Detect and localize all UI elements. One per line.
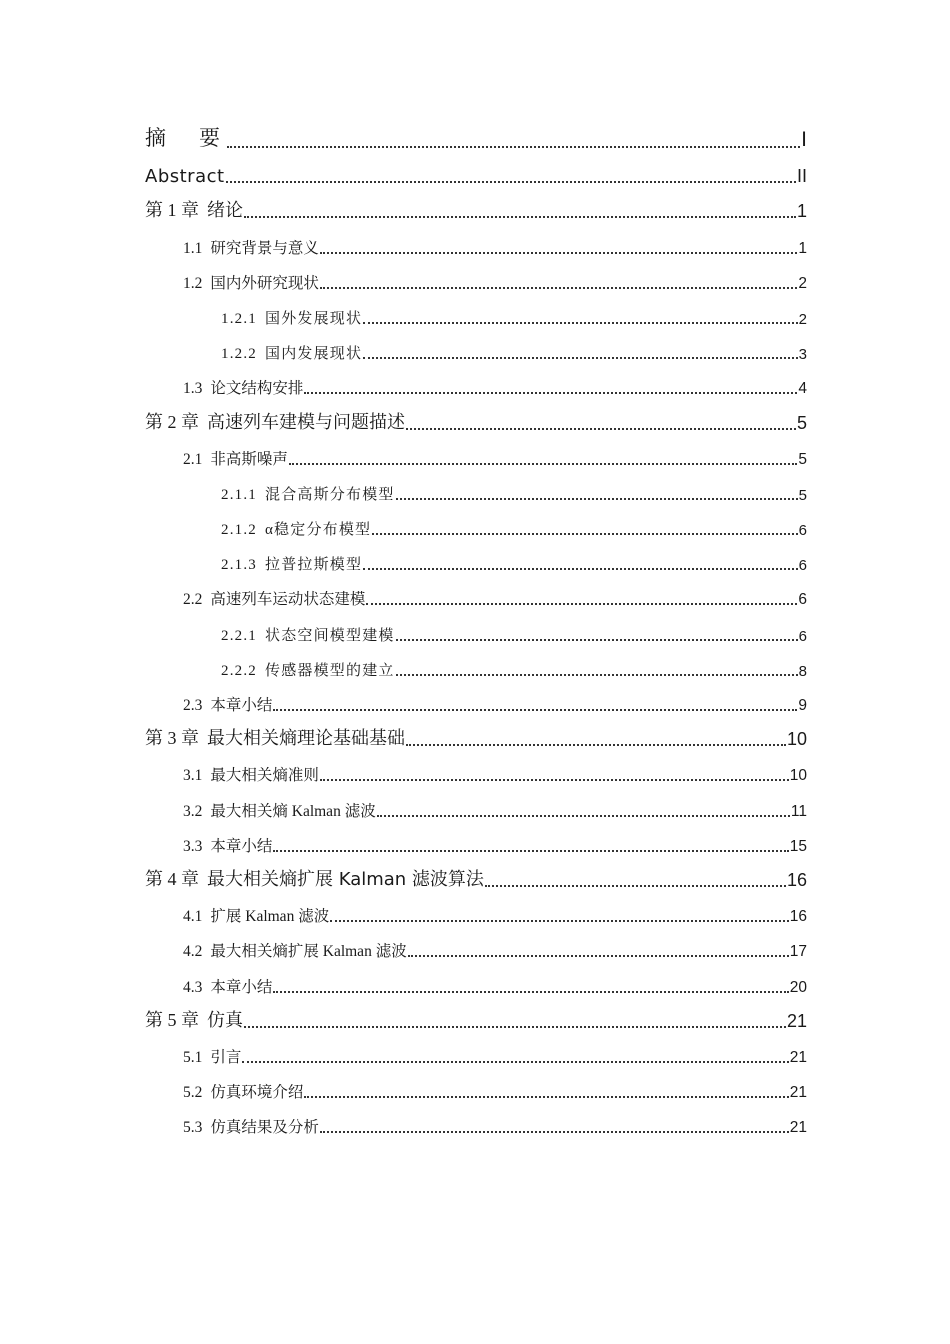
toc-entry-title (183, 799, 376, 821)
dot-leader (227, 146, 800, 148)
toc-entry-number: 第 5 章 (145, 1009, 199, 1030)
toc-page-number: 2 (798, 310, 807, 328)
dot-leader (408, 955, 789, 957)
toc-entry[interactable] (145, 293, 807, 328)
toc-entry[interactable] (145, 715, 807, 750)
toc-page-number: 9 (798, 697, 807, 714)
toc-entry-title (145, 724, 405, 750)
toc-page-number: 17 (789, 943, 807, 961)
toc-entry-number: 第 3 章 (145, 728, 199, 749)
toc-entry-title (183, 1080, 303, 1102)
toc-page-number: 1 (798, 239, 807, 257)
toc-entry-number: 3.1 (183, 767, 203, 785)
toc-entry-number: 第 2 章 (145, 411, 199, 432)
toc-entry[interactable] (145, 821, 807, 856)
toc-entry-label: 最大相关熵 Kalman 滤波 (210, 802, 376, 820)
dot-leader (242, 1061, 788, 1063)
dot-leader (273, 991, 788, 993)
toc-entry-title (183, 904, 329, 926)
dot-leader (372, 533, 797, 535)
toc-entry-title (183, 1115, 319, 1137)
toc-entry-label: 本章小结 (210, 978, 273, 996)
dot-leader (304, 392, 797, 394)
toc-entry-title (221, 307, 362, 328)
toc-page-number: 21 (789, 1119, 807, 1137)
toc-entry-number: 3.2 (183, 802, 203, 820)
dot-leader (320, 252, 797, 254)
toc-entry-title (221, 518, 371, 539)
toc-entry-number: 2.2.1 (221, 627, 257, 644)
dot-leader (485, 885, 786, 887)
toc-entry-title (183, 236, 319, 258)
toc-entry[interactable] (145, 645, 807, 680)
toc-entry[interactable] (145, 363, 807, 398)
dot-leader (244, 216, 796, 218)
toc-entry[interactable] (145, 222, 807, 257)
toc-entry[interactable] (145, 891, 807, 926)
toc-entry-number: 5.2 (183, 1084, 203, 1102)
dot-leader (330, 920, 789, 922)
toc-entry-title (183, 834, 272, 856)
dot-leader (273, 850, 788, 852)
toc-entry-title (145, 408, 405, 434)
toc-entry-title (183, 587, 365, 609)
toc-entry-label: 绪论 (207, 200, 243, 222)
toc-page-number: 2 (798, 274, 807, 292)
toc-entry-title (145, 196, 243, 222)
dot-leader (320, 779, 789, 781)
toc-entry-title (145, 1006, 243, 1032)
toc-entry-number: 1.2.1 (221, 310, 257, 327)
dot-leader (304, 1096, 788, 1098)
toc-entry-number: 2.3 (183, 697, 203, 714)
toc-entry-label: 本章小结 (210, 837, 273, 855)
toc-page-number: 6 (798, 557, 807, 575)
toc-entry-label: α稳定分布模型 (265, 522, 372, 539)
toc-page-number: 4 (798, 380, 807, 398)
dot-leader (289, 463, 797, 465)
toc-entry-number: 第 1 章 (145, 200, 199, 221)
toc-page-number: II (796, 166, 807, 187)
dot-leader (396, 498, 798, 500)
toc-entry-label: 最大相关熵理论基础基础 (207, 728, 405, 750)
dot-leader (366, 603, 797, 605)
toc-entry-label: 仿真 (207, 1009, 243, 1031)
dot-leader (396, 639, 798, 641)
toc-entry-label: 国内外研究现状 (210, 274, 319, 292)
toc-entry-title (145, 122, 226, 152)
toc-entry-label: 高速列车运动状态建模 (210, 591, 366, 609)
toc-entry[interactable] (145, 398, 807, 433)
toc-entry[interactable] (145, 785, 807, 820)
dot-leader (406, 428, 796, 430)
toc-page-number: 5 (798, 486, 807, 504)
toc-page-number: 5 (796, 412, 807, 433)
toc-page-number: 1 (796, 201, 807, 222)
toc-entry-label: 最大相关熵扩展 Kalman 滤波 (210, 943, 407, 961)
toc-page-number: 6 (798, 522, 807, 540)
toc-entry-title (145, 865, 484, 891)
toc-entry-title (221, 342, 362, 363)
toc-page-number: 10 (786, 729, 807, 750)
toc-entry-number: 1.2 (183, 274, 203, 292)
toc-page-number: 10 (789, 767, 807, 785)
toc-page-number: 21 (789, 1048, 807, 1066)
toc-entry-title (183, 1045, 241, 1067)
toc-entry-number: 5.3 (183, 1119, 203, 1137)
toc-entry-title (221, 553, 362, 574)
toc-entry-label: 高速列车建模与问题描述 (207, 411, 405, 433)
toc-entry-label: 非高斯噪声 (210, 450, 288, 468)
toc-entry-label: 研究背景与意义 (210, 239, 319, 257)
toc-entry-number: 2.2 (183, 591, 203, 609)
toc-entry-label: 国内发展现状 (265, 346, 363, 363)
toc-entry-number: 1.1 (183, 239, 203, 257)
toc-entry[interactable] (145, 258, 807, 293)
toc-entry-title (183, 939, 407, 961)
toc-entry[interactable] (145, 328, 807, 363)
toc-entry[interactable] (145, 1032, 807, 1067)
toc-entry[interactable] (145, 1067, 807, 1102)
toc-entry-label: 引言 (210, 1048, 242, 1066)
dot-leader (377, 815, 790, 817)
toc-entry[interactable] (145, 504, 807, 539)
toc-entry[interactable] (145, 113, 807, 152)
toc-entry[interactable] (145, 997, 807, 1032)
toc-entry-number: 5.1 (183, 1048, 203, 1066)
toc-page-number: 15 (789, 837, 807, 855)
toc-page-number: 20 (789, 978, 807, 996)
toc-entry-label: 最大相关熵准则 (210, 767, 319, 785)
toc-entry-label: 仿真环境介绍 (210, 1084, 304, 1102)
toc-entry-title (221, 659, 395, 680)
toc-page-number: 16 (786, 869, 807, 890)
dot-leader (396, 674, 798, 676)
toc-entry-number: 2.1 (183, 450, 203, 468)
toc-entry-label: 传感器模型的建立 (265, 662, 395, 679)
dot-leader (226, 181, 796, 183)
toc-entry-label: 扩展 Kalman 滤波 (210, 908, 330, 926)
toc-entry-title (145, 166, 225, 187)
toc-entry[interactable] (145, 539, 807, 574)
toc-entry-label: 仿真结果及分析 (210, 1119, 319, 1137)
toc-entry-title (183, 447, 288, 469)
toc-entry[interactable] (145, 609, 807, 644)
toc-page-number: 8 (798, 662, 807, 680)
toc-entry[interactable] (145, 152, 807, 187)
toc-entry-number: 2.1.2 (221, 522, 257, 539)
toc-entry-label: 论文结构安排 (210, 380, 304, 398)
toc-entry[interactable] (145, 680, 807, 715)
toc-entry[interactable] (145, 856, 807, 891)
toc-page-number: 5 (798, 450, 807, 468)
toc-entry-number: 4.3 (183, 978, 203, 996)
toc-entry[interactable] (145, 434, 807, 469)
dot-leader (320, 287, 797, 289)
toc-entry[interactable] (145, 574, 807, 609)
dot-leader (363, 322, 797, 324)
toc-entry-title (183, 975, 272, 997)
toc-entry[interactable] (145, 750, 807, 785)
toc-entry-label: 拉普拉斯模型 (265, 557, 363, 574)
dot-leader (363, 357, 797, 359)
toc-page-number: 21 (789, 1084, 807, 1102)
toc-page-number: 11 (790, 802, 807, 820)
toc-entry-title (183, 271, 319, 293)
toc-page-number: 6 (798, 591, 807, 609)
toc-entry-number: 4.1 (183, 908, 203, 926)
toc-entry-title (183, 376, 303, 398)
toc-entry-number: 1.3 (183, 380, 203, 398)
toc-page-number: 21 (786, 1010, 807, 1031)
toc-entry-label: 国外发展现状 (265, 310, 363, 327)
toc-page-number: I (801, 128, 807, 151)
dot-leader (244, 1026, 786, 1028)
toc-entry-number: 1.2.2 (221, 346, 257, 363)
toc-entry[interactable] (145, 469, 807, 504)
toc-page-number: 6 (798, 627, 807, 645)
toc-page-number: 3 (798, 346, 807, 364)
toc-entry-label: 混合高斯分布模型 (265, 486, 395, 503)
toc-entry-title (183, 693, 272, 715)
dot-leader (273, 709, 797, 711)
toc-entry-label: Abstract (145, 166, 225, 188)
toc-entry-label: 最大相关熵扩展 Kalman 滤波算法 (207, 868, 484, 890)
toc-entry-number: 2.1.1 (221, 486, 257, 503)
dot-leader (406, 744, 786, 746)
toc-entry-number: 2.1.3 (221, 557, 257, 574)
toc-page-number: 16 (789, 908, 807, 926)
toc-entry-number: 4.2 (183, 943, 203, 961)
table-of-contents (145, 113, 807, 1137)
toc-entry[interactable] (145, 926, 807, 961)
toc-entry[interactable] (145, 187, 807, 222)
toc-entry[interactable] (145, 1102, 807, 1137)
toc-entry[interactable] (145, 961, 807, 996)
dot-leader (363, 568, 797, 570)
toc-entry-title (221, 624, 395, 645)
toc-entry-number: 2.2.2 (221, 662, 257, 679)
toc-entry-label: 状态空间模型建模 (265, 627, 395, 644)
toc-entry-title (183, 763, 319, 785)
toc-entry-label: 摘 要 (145, 126, 226, 150)
toc-entry-number: 第 4 章 (145, 868, 199, 889)
toc-entry-label: 本章小结 (210, 697, 273, 714)
toc-entry-number: 3.3 (183, 837, 203, 855)
dot-leader (320, 1131, 789, 1133)
toc-entry-title (221, 483, 395, 504)
